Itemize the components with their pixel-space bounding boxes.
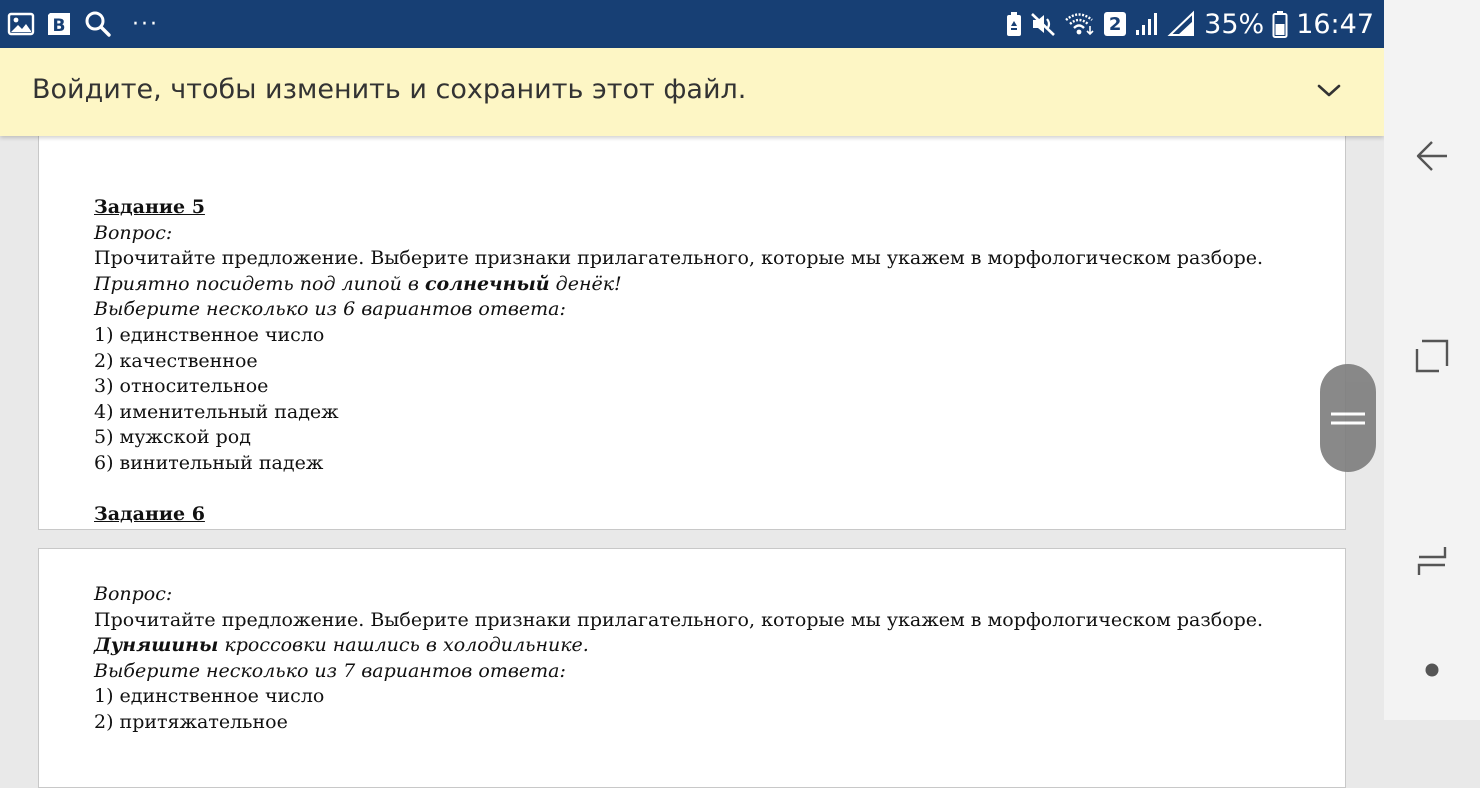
task6-sentence-after: кроссовки нашлись в холодильнике. — [218, 634, 589, 657]
task5-option: 1) единственное число — [94, 323, 325, 346]
task5-sentence-highlight: солнечный — [424, 272, 550, 295]
document-viewer[interactable] — [0, 48, 1384, 733]
task5-block — [94, 195, 1263, 528]
task6-choose: Выберите несколько из 7 вариантов ответа: — [94, 659, 566, 682]
document-page — [38, 548, 1346, 788]
vk-icon — [46, 11, 72, 37]
task5-option: 5) мужской род — [94, 426, 251, 449]
more-icon: ··· — [132, 11, 159, 37]
clock: 16:47 — [1296, 8, 1374, 40]
chevron-down-icon[interactable] — [1314, 78, 1344, 104]
battery-saver-icon — [1006, 11, 1022, 37]
sim2-icon: 2 — [1104, 12, 1126, 36]
gallery-icon — [8, 12, 34, 36]
task5-option: 2) качественное — [94, 349, 258, 372]
task6-block — [94, 582, 1263, 736]
back-icon[interactable] — [1412, 136, 1452, 176]
spacer — [94, 477, 1263, 503]
task5-sentence — [94, 272, 1263, 298]
scroll-thumb[interactable] — [1320, 364, 1376, 472]
task5-question-label: Вопрос: — [94, 221, 173, 244]
signal-icon-2 — [1168, 11, 1196, 37]
navigation-bar — [1384, 0, 1480, 720]
task5-option: 4) именительный падеж — [94, 400, 339, 423]
svg-text:B: B — [52, 16, 66, 36]
task6-option: 1) единственное число — [94, 685, 325, 708]
recents-icon[interactable] — [1412, 336, 1452, 376]
search-icon — [84, 10, 112, 38]
mute-icon — [1030, 11, 1056, 37]
task5-sentence-after: денёк! — [549, 272, 622, 295]
task6-question-label: Вопрос: — [94, 583, 173, 605]
status-bar-left — [8, 0, 159, 48]
sign-in-banner[interactable] — [0, 48, 1384, 136]
task6-prompt: Прочитайте предложение. Выберите признаки прилагательного, которые мы укажем в морфологическом разборе. — [94, 608, 1264, 631]
task6-title: Задание 6 — [94, 503, 205, 526]
battery-icon — [1272, 10, 1288, 38]
home-dot-icon[interactable] — [1412, 650, 1452, 690]
task5-option: 6) винительный падеж — [94, 451, 324, 474]
task5-option: 3) относительное — [94, 375, 269, 398]
task5-choose: Выберите несколько из 6 вариантов ответа: — [94, 298, 566, 321]
signal-icon — [1134, 11, 1160, 37]
wifi-icon — [1064, 11, 1096, 37]
status-bar-right — [1006, 0, 1374, 48]
banner-message: Войдите, чтобы изменить и сохранить этот файл. — [32, 74, 747, 105]
task5-title: Задание 5 — [94, 196, 205, 218]
document-page — [38, 78, 1346, 530]
task6-sentence-highlight: Дуняшины — [94, 634, 219, 657]
task5-prompt: Прочитайте предложение. Выберите признаки прилагательного, которые мы укажем в морфологическом разборе. — [94, 247, 1264, 270]
status-bar — [0, 0, 1384, 48]
task6-sentence — [94, 633, 1263, 659]
task5-sentence-before: Приятно посидеть под липой в — [94, 272, 425, 295]
switch-app-icon[interactable] — [1412, 540, 1452, 580]
battery-percent: 35% — [1204, 8, 1265, 40]
task6-option: 2) притяжательное — [94, 710, 288, 733]
